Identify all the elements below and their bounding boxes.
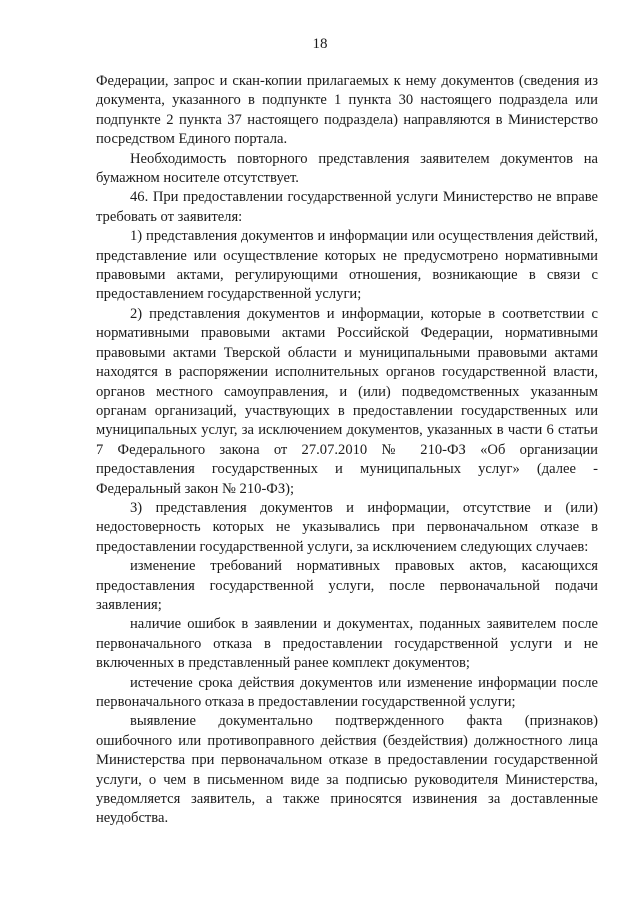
page-number: 18 — [312, 36, 328, 52]
paragraph-subitem-2: 2) представления документов и информации, которые в соответствии с нормативными правовыми актами Российской Федерации, нормативными правовыми актами Тверской области и муниципальными правовыми актами находятся в распоряжении исполнительных органов государственной власти, органов местного самоуправления, и (или) подведомственных указанным органам организаций, участвующих в предоставлении государственных или муниципальных услуг, за исключением документов, указанных в части 6 статьи 7 Федерального закона от 27.07.2010 № 210-ФЗ «Об организации предоставления государственных и муниципальных услуг» (далее - Федеральный закон № 210-ФЗ); — [96, 305, 598, 497]
paragraph-case-expiry: истечение срока действия документов или изменение информации после первоначального отказа в предоставлении государственной услуги; — [96, 674, 598, 710]
paragraph-continuation: Федерации, запрос и скан-копии прилагаемых к нему документов (сведения из документа, указанного в подпункте 1 пункта 30 настоящего подраздела или подпункте 2 пункта 37 настоящего подраздела) направляются в Министерство посредством Единого портала. — [96, 73, 598, 148]
document-body — [96, 72, 598, 829]
paragraph-subitem-3: 3) представления документов и информации, отсутствие и (или) недостоверность которых не указывались при первоначальном отказе в предоставлении государственной услуги, за исключением следующих случаев: — [96, 499, 598, 555]
paragraph-case-errors: наличие ошибок в заявлении и документах, поданных заявителем после первоначального отказа в предоставлении государственной услуги и не включенных в представленный ранее комплект документов; — [96, 616, 598, 672]
paragraph-case-requirements-change: изменение требований нормативных правовых актов, касающихся предоставления государственной услуги, после первоначальной подачи заявления; — [96, 558, 598, 613]
paragraph-no-repeat-submission: Необходимость повторного представления заявителем документов на бумажном носителе отсутствует. — [96, 150, 598, 187]
paragraph-subitem-1: 1) представления документов и информации или осуществления действий, представление или осуществление которых не предусмотрено нормативными правовыми актами, регулирующими отношения, возникающие в связи с предоставлением государственной услуги; — [96, 228, 598, 303]
paragraph-item-46: 46. При предоставлении государственной услуги Министерство не вправе требовать от заявителя: — [96, 189, 598, 225]
paragraph-case-wrongful-action: выявление документально подтвержденного факта (признаков) ошибочного или противоправного действия (бездействия) должностного лица Министерства при первоначальном отказе в предоставлении государственной услуги, о чем в письменном виде за подписью руководителя Министерства, уведомляется заявитель, а также приносятся извинения за доставленные неудобства. — [96, 713, 598, 827]
